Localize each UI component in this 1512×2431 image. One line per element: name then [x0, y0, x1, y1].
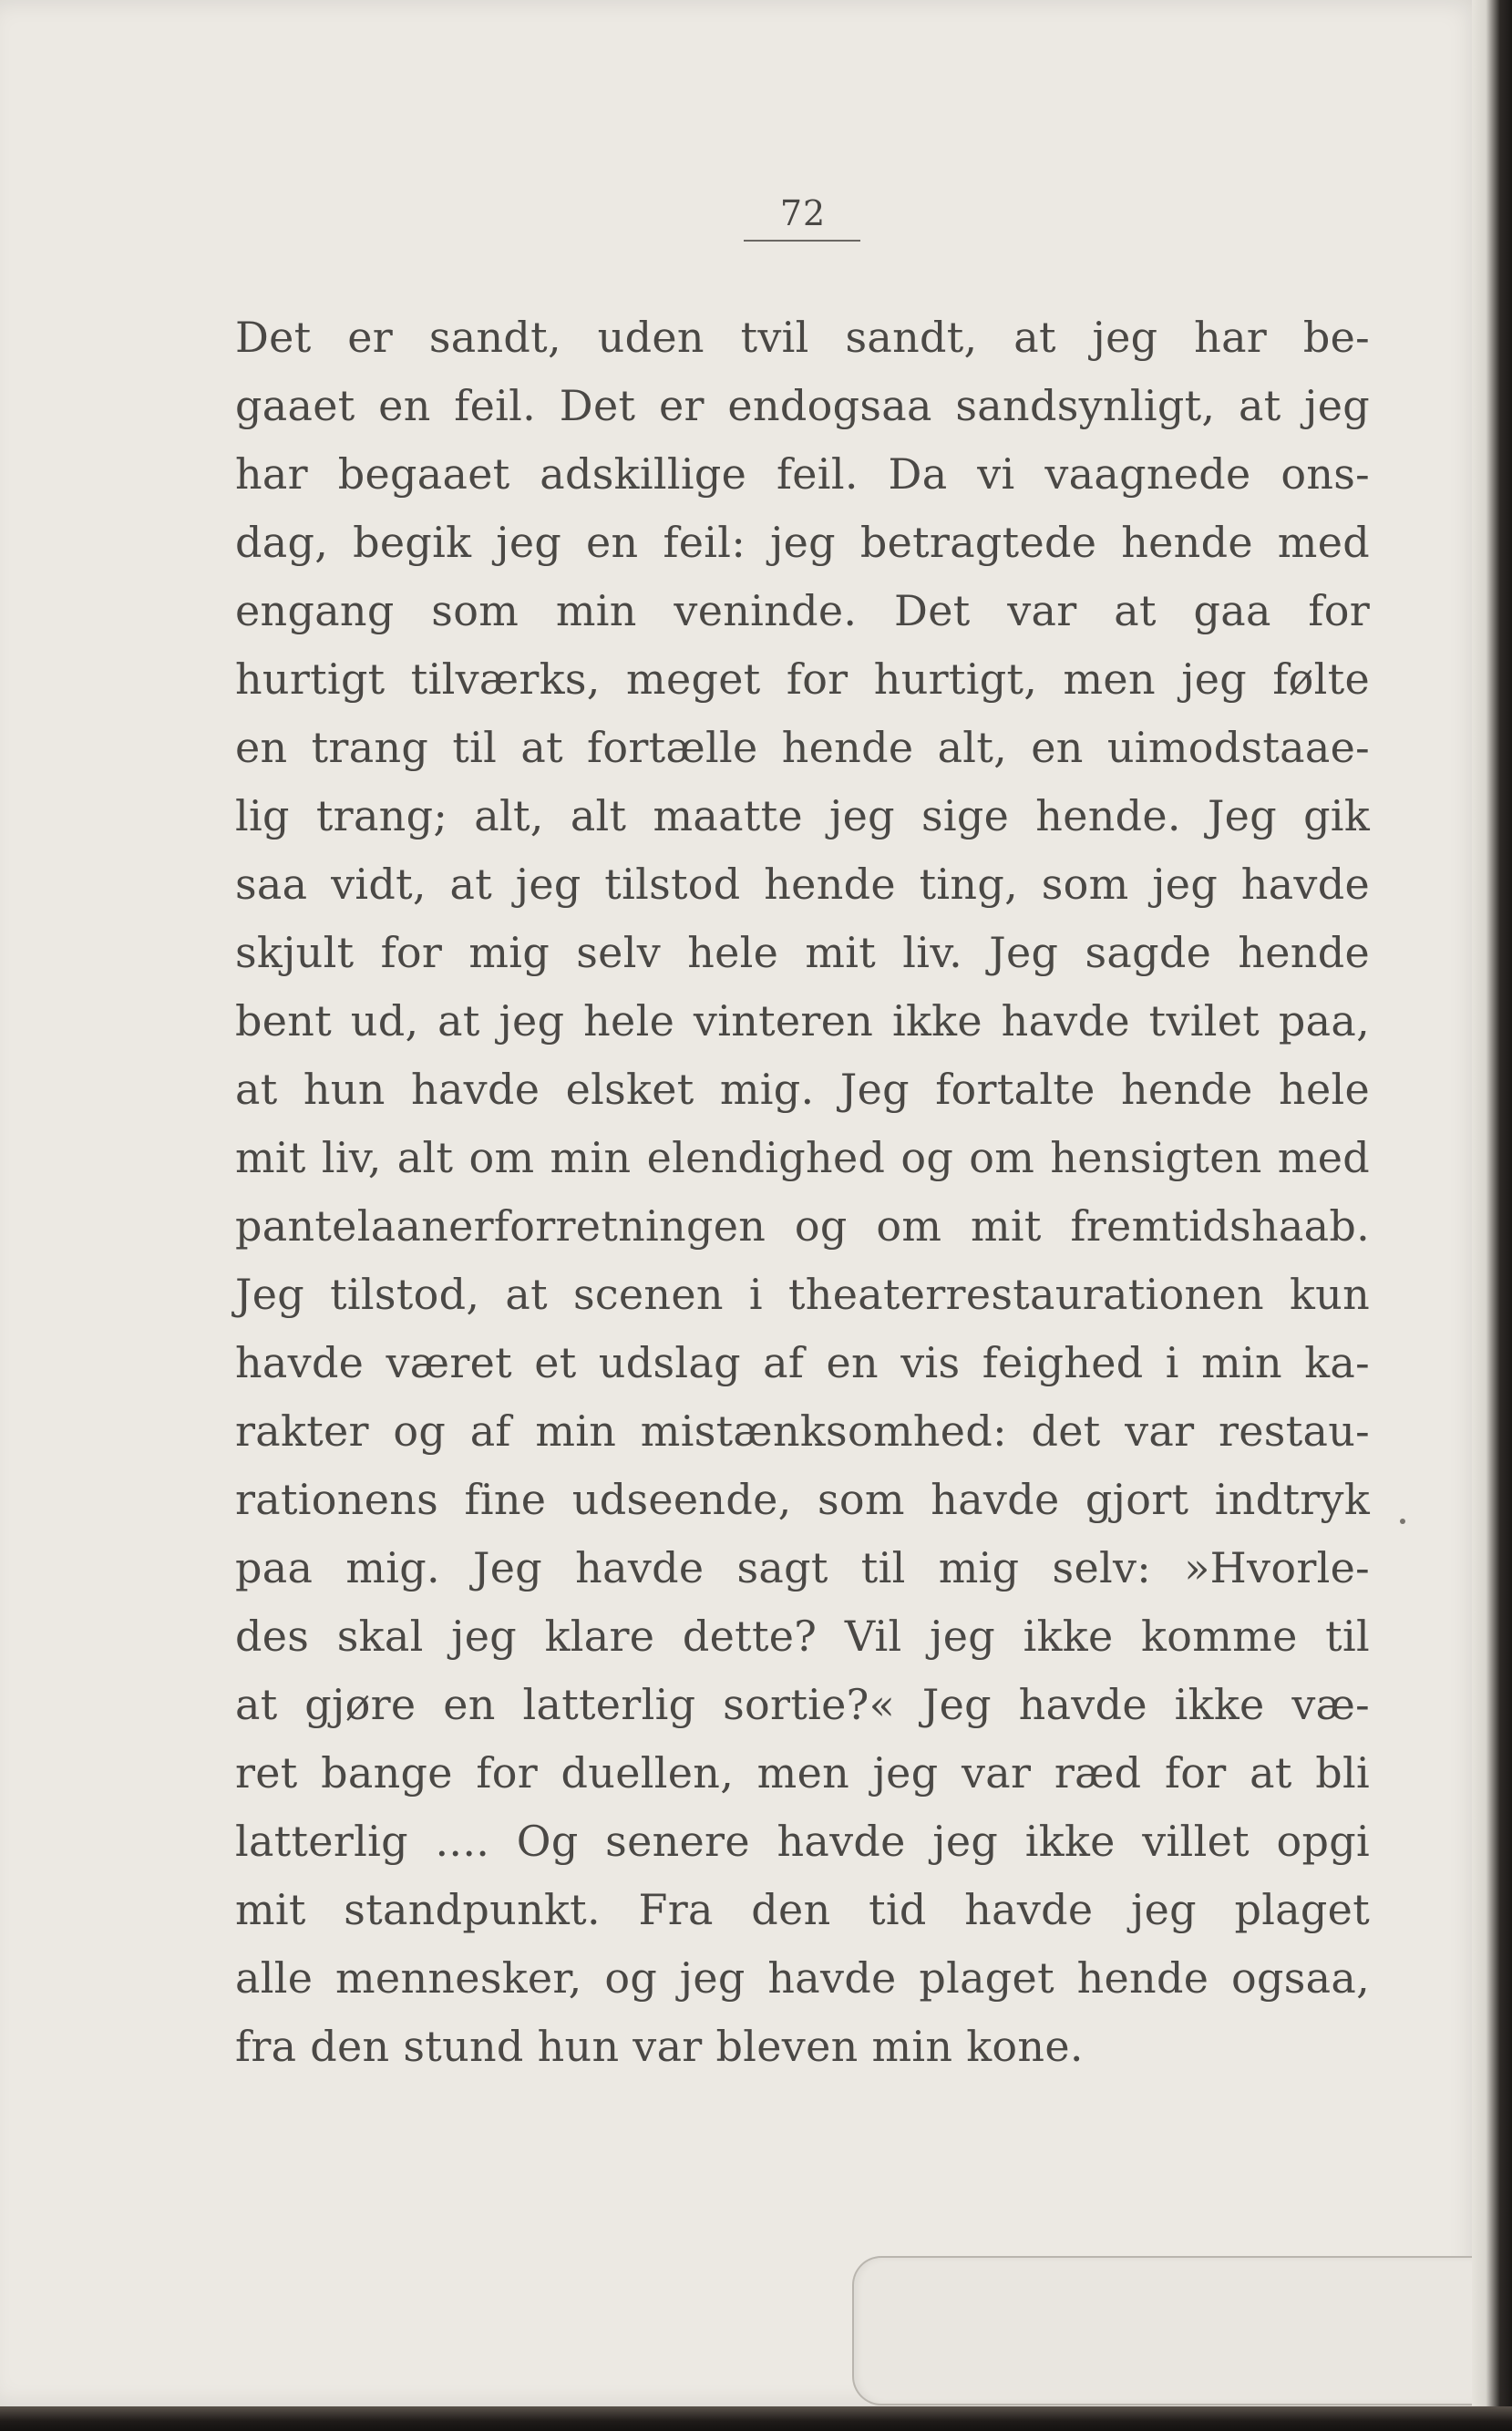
page-number-rule	[744, 240, 860, 242]
text-line: saa vidt, at jeg tilstod hende ting, som jeg havde	[235, 860, 1370, 909]
text-line: skjult for mig selv hele mit liv. Jeg sagde hende	[235, 928, 1370, 977]
text-line: dag, begik jeg en feil: jeg betragtede hende med	[235, 518, 1370, 567]
text-line: gaaet en feil. Det er endogsaa sandsynligt, at jeg	[235, 381, 1370, 430]
text-line: latterlig .... Og senere havde jeg ikke villet opgi	[235, 1817, 1370, 1866]
body-text	[235, 304, 1370, 2081]
text-line: engang som min veninde. Det var at gaa for	[235, 586, 1370, 635]
text-line: lig trang; alt, alt maatte jeg sige hende. Jeg gik	[235, 791, 1370, 840]
text-line: havde været et udslag af en vis feighed i min ka-	[235, 1338, 1370, 1387]
text-line: ret bange for duellen, men jeg var ræd for at bli	[235, 1748, 1370, 1797]
paper-speck	[1400, 1519, 1405, 1524]
text-line: pantelaanerforretningen og om mit fremtidshaab.	[235, 1201, 1370, 1251]
text-line: hurtigt tilværks, meget for hurtigt, men jeg følte	[235, 654, 1370, 704]
text-line: en trang til at fortælle hende alt, en uimodstaae-	[235, 723, 1370, 772]
book-edge-bottom	[0, 2406, 1512, 2431]
text-line: des skal jeg klare dette? Vil jeg ikke komme til	[235, 1612, 1370, 1661]
book-edge-right	[1472, 0, 1512, 2431]
text-line: mit standpunkt. Fra den tid havde jeg plaget	[235, 1885, 1370, 1934]
text-line: har begaaet adskillige feil. Da vi vaagnede ons-	[235, 449, 1370, 499]
text-line: Det er sandt, uden tvil sandt, at jeg har be-	[235, 313, 1370, 362]
text-line: rakter og af min mistænksomhed: det var restau-	[235, 1406, 1370, 1456]
text-line: alle mennesker, og jeg havde plaget hende ogsaa,	[235, 1953, 1370, 2003]
text-line: at hun havde elsket mig. Jeg fortalte hende hele	[235, 1065, 1370, 1114]
text-line: fra den stund hun var bleven min kone.	[235, 2022, 1084, 2071]
text-line: bent ud, at jeg hele vinteren ikke havde tvilet paa,	[235, 996, 1370, 1046]
text-line: Jeg tilstod, at scenen i theaterrestaurationen kun	[235, 1270, 1370, 1319]
page-number: 72	[779, 193, 827, 233]
text-line: at gjøre en latterlig sortie?« Jeg havde ikke væ-	[235, 1680, 1370, 1729]
text-line: mit liv, alt om min elendighed og om hensigten med	[235, 1133, 1370, 1182]
text-line: paa mig. Jeg havde sagt til mig selv: »Hvorle-	[235, 1543, 1370, 1592]
text-line: rationens fine udseende, som havde gjort indtryk	[235, 1475, 1370, 1524]
library-label-sticker	[852, 2256, 1474, 2405]
